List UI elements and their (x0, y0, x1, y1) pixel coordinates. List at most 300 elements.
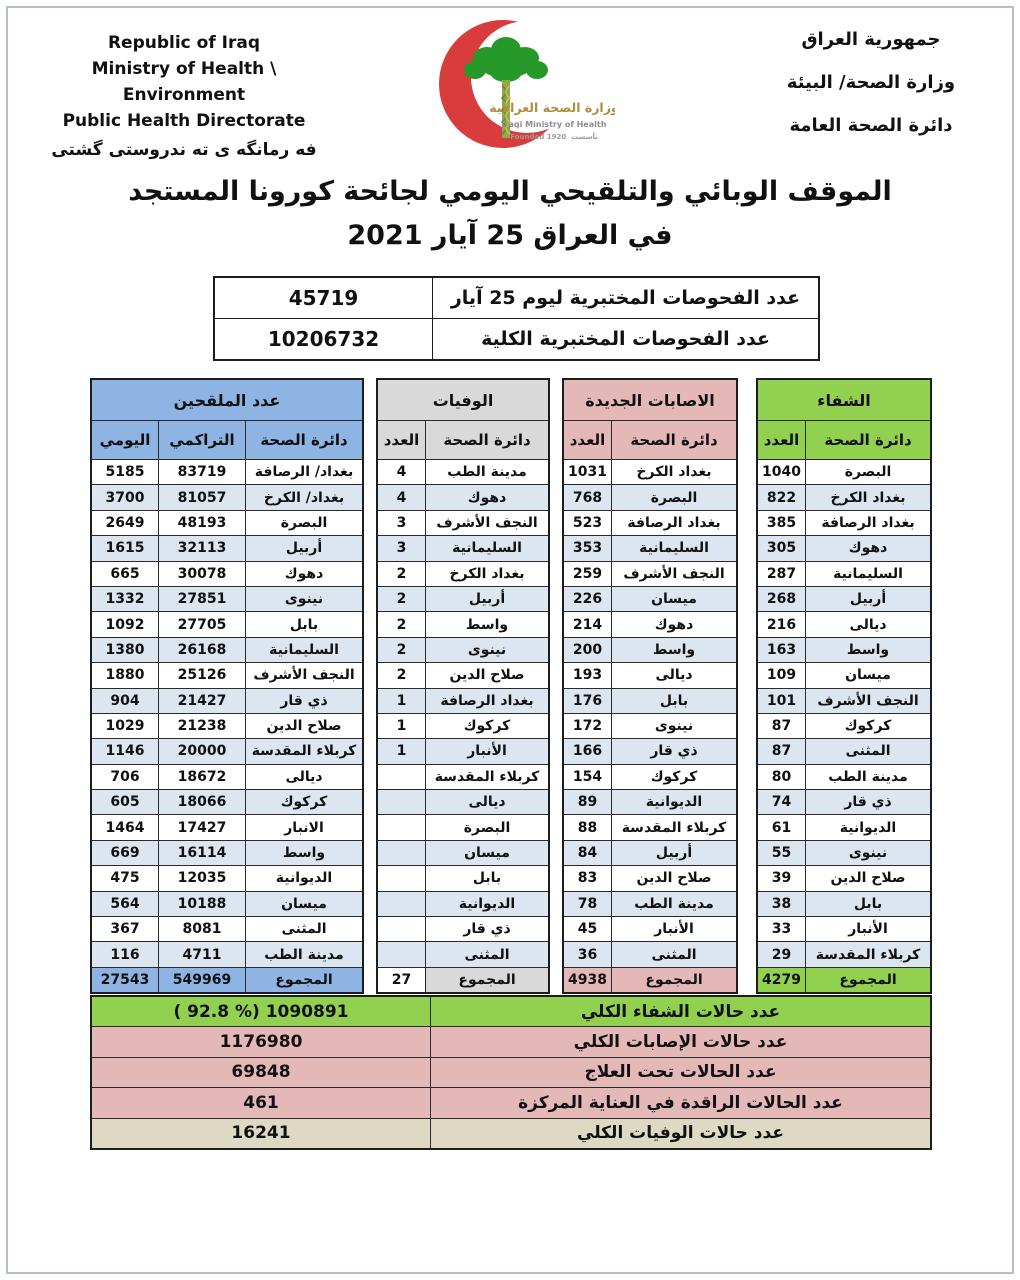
value-cell: 29 (771, 946, 792, 963)
table-row (564, 891, 736, 916)
column-header: دائرة الصحة (611, 421, 736, 459)
summary-value: ( 92.8 %) 1090891 (173, 1001, 349, 1022)
table-row (92, 738, 362, 763)
total-row (564, 967, 736, 992)
region-cell: دهوك (611, 612, 736, 636)
region-cell: كركوك (805, 714, 930, 738)
region-cell: كركوك (611, 765, 736, 789)
value-cell (378, 815, 425, 839)
region-cell: بغداد الرصافة (425, 689, 548, 713)
table-row (92, 611, 362, 636)
table-row (378, 611, 548, 636)
summary-label: عدد الحالات الراقدة في العناية المركزة (430, 1088, 930, 1117)
table-row (758, 764, 930, 789)
table-row (378, 662, 548, 687)
value-cell: 36 (577, 946, 598, 963)
table-row (758, 814, 930, 839)
table-title: عدد الملقحين (92, 380, 362, 420)
region-cell: ميسان (245, 892, 362, 916)
table-row (758, 662, 930, 687)
table-row (758, 865, 930, 890)
value-cell: 21238 (158, 714, 245, 738)
value-cell: 216 (766, 616, 797, 633)
region-cell: نينوى (245, 587, 362, 611)
summary-row-under-treatment (92, 1057, 930, 1087)
table-row (92, 637, 362, 662)
value-cell: 26168 (158, 638, 245, 662)
value-cell: 109 (766, 667, 797, 684)
table-row (564, 738, 736, 763)
region-cell: أربيل (245, 536, 362, 560)
table-title: الاصابات الجديدة (564, 380, 736, 420)
table-row (758, 484, 930, 509)
value-cell: 101 (766, 692, 797, 709)
daily-tests-row (215, 278, 818, 318)
table-row (378, 713, 548, 738)
summary-label: عدد حالات الإصابات الكلي (430, 1027, 930, 1056)
region-cell: الديوانية (245, 866, 362, 890)
header-ar-line2: وزارة الصحة/ البيئة (786, 72, 956, 93)
table-row (378, 484, 548, 509)
table-row (92, 459, 362, 484)
region-cell: الديوانية (805, 815, 930, 839)
table-row (758, 840, 930, 865)
value-cell: 33 (771, 921, 792, 938)
region-cell: أربيل (805, 587, 930, 611)
total-cell: 27543 (92, 968, 158, 992)
table-header-row (564, 420, 736, 459)
summary-row-total-deaths (92, 1118, 930, 1148)
value-cell (378, 765, 425, 789)
region-cell: الديوانية (611, 790, 736, 814)
region-cell: مدينة الطب (611, 892, 736, 916)
summary-row-total-cases (92, 1026, 930, 1056)
value-cell: 20000 (158, 739, 245, 763)
recovery-table (756, 378, 932, 994)
value-cell: 18672 (158, 765, 245, 789)
table-row (378, 789, 548, 814)
table-row (564, 459, 736, 484)
value-cell: 305 (766, 540, 797, 557)
value-cell: 3700 (105, 489, 145, 506)
table-row (378, 561, 548, 586)
region-cell: المثنى (425, 942, 548, 966)
column-header: دائرة الصحة (245, 421, 362, 459)
value-cell: 1040 (762, 464, 801, 481)
header-kurdish-line: فه رمانگه ی ته ندروستی گشتی (51, 140, 317, 160)
value-cell: 16114 (158, 841, 245, 865)
region-cell: دهوك (425, 485, 548, 509)
table-row (564, 840, 736, 865)
value-cell: 605 (110, 794, 140, 811)
table-row (758, 561, 930, 586)
region-cell: كركوك (425, 714, 548, 738)
table-row (564, 688, 736, 713)
table-row (758, 891, 930, 916)
value-cell: 163 (766, 641, 797, 658)
region-cell: كربلاء المقدسة (611, 815, 736, 839)
table-header-row (92, 420, 362, 459)
summary-table (90, 995, 932, 1150)
region-cell: بابل (425, 866, 548, 890)
value-cell: 2649 (105, 514, 145, 531)
total-cell: 549969 (158, 968, 245, 992)
deaths-table (376, 378, 550, 994)
table-row (564, 764, 736, 789)
value-cell: 88 (577, 819, 598, 836)
region-cell: واسط (425, 612, 548, 636)
table-row (564, 510, 736, 535)
region-cell: الديوانية (425, 892, 548, 916)
value-cell: 48193 (158, 511, 245, 535)
value-cell: 4 (396, 464, 407, 481)
value-cell: 2 (396, 616, 407, 633)
value-cell: 83 (577, 870, 598, 887)
logo-english-text: Iraqi Ministry of Health (501, 120, 607, 129)
total-cell: 4279 (758, 968, 805, 992)
header-en-line2: Ministry of Health \ Environment (91, 59, 277, 105)
region-cell: بغداد الكرخ (611, 460, 736, 484)
daily-tests-value: 45719 (215, 278, 433, 318)
value-cell: 1146 (105, 743, 145, 760)
table-row (92, 484, 362, 509)
value-cell: 39 (771, 870, 792, 887)
region-cell: أربيل (425, 587, 548, 611)
table-row (564, 789, 736, 814)
value-cell: 353 (572, 540, 603, 557)
table-row (378, 688, 548, 713)
value-cell: 1 (396, 743, 407, 760)
header-en-line3: Public Health Directorate (62, 111, 306, 131)
region-cell: نينوى (611, 714, 736, 738)
total-tests-label: عدد الفحوصات المختبرية الكلية (481, 328, 770, 350)
region-cell: دهوك (805, 536, 930, 560)
summary-label: عدد حالات الوفيات الكلي (430, 1119, 930, 1148)
region-cell: بابل (245, 612, 362, 636)
region-cell: نينوى (805, 841, 930, 865)
region-cell: صلاح الدين (425, 663, 548, 687)
summary-row-recovered (92, 997, 930, 1026)
table-row (92, 561, 362, 586)
table-row (92, 510, 362, 535)
table-row (92, 840, 362, 865)
region-cell: النجف الأشرف (425, 511, 548, 535)
table-row (564, 637, 736, 662)
value-cell: 904 (110, 692, 140, 709)
region-cell: مدينة الطب (425, 460, 548, 484)
value-cell: 89 (577, 794, 598, 811)
table-row (92, 814, 362, 839)
region-cell: كربلاء المقدسة (805, 942, 930, 966)
table-row (564, 916, 736, 941)
table-row (378, 637, 548, 662)
table-row (92, 891, 362, 916)
table-row (758, 637, 930, 662)
value-cell: 2 (396, 641, 407, 658)
value-cell: 2 (396, 667, 407, 684)
value-cell: 30078 (158, 562, 245, 586)
column-header: دائرة الصحة (805, 421, 930, 459)
region-cell: السليمانية (425, 536, 548, 560)
region-cell: ميسان (425, 841, 548, 865)
value-cell: 84 (577, 845, 598, 862)
region-cell: ذي قار (611, 739, 736, 763)
table-row (92, 916, 362, 941)
region-cell: المثنى (611, 942, 736, 966)
total-row (92, 967, 362, 992)
table-row (92, 941, 362, 966)
table-row (758, 941, 930, 966)
region-cell: ديالى (611, 663, 736, 687)
value-cell: 706 (110, 768, 140, 785)
table-row (378, 865, 548, 890)
region-cell: المثنى (805, 739, 930, 763)
value-cell: 1 (396, 718, 407, 735)
value-cell (378, 790, 425, 814)
region-cell: واسط (245, 841, 362, 865)
region-cell: السليمانية (805, 562, 930, 586)
table-row (92, 586, 362, 611)
table-row (378, 891, 548, 916)
table-row (564, 484, 736, 509)
value-cell: 226 (572, 591, 603, 608)
table-row (378, 941, 548, 966)
value-cell: 74 (771, 794, 792, 811)
column-header: العدد (758, 421, 805, 459)
table-row (758, 789, 930, 814)
summary-value: 16241 (231, 1123, 291, 1144)
table-row (758, 535, 930, 560)
region-cell: ديالى (425, 790, 548, 814)
value-cell (378, 917, 425, 941)
region-cell: السليمانية (611, 536, 736, 560)
column-header: العدد (564, 421, 611, 459)
value-cell: 83719 (158, 460, 245, 484)
value-cell: 2 (396, 565, 407, 582)
table-row (378, 510, 548, 535)
total-tests-value: 10206732 (215, 319, 433, 359)
total-cell: المجموع (425, 968, 548, 992)
header-ar-line3: دائرة الصحة العامة (789, 115, 953, 136)
table-row (564, 814, 736, 839)
table-row (758, 459, 930, 484)
table-row (758, 713, 930, 738)
value-cell: 259 (572, 565, 603, 582)
vaccinated-table (90, 378, 364, 994)
value-cell: 1031 (568, 464, 607, 481)
region-cell: البصرة (611, 485, 736, 509)
value-cell: 1 (396, 692, 407, 709)
region-cell: المثنى (245, 917, 362, 941)
value-cell: 665 (110, 565, 140, 582)
value-cell: 385 (766, 514, 797, 531)
header-arabic-block (742, 28, 1000, 157)
value-cell: 27705 (158, 612, 245, 636)
value-cell: 166 (572, 743, 603, 760)
value-cell: 1092 (105, 616, 145, 633)
region-cell: كركوك (245, 790, 362, 814)
region-cell: ذي قار (425, 917, 548, 941)
value-cell: 1380 (105, 641, 145, 658)
value-cell: 287 (766, 565, 797, 582)
region-cell: ذي قار (245, 689, 362, 713)
table-row (758, 738, 930, 763)
region-cell: النجف الأشرف (245, 663, 362, 687)
value-cell: 1880 (105, 667, 145, 684)
region-cell: بغداد الكرخ (425, 562, 548, 586)
value-cell: 214 (572, 616, 603, 633)
value-cell: 172 (572, 718, 603, 735)
value-cell: 4 (396, 489, 407, 506)
value-cell: 25126 (158, 663, 245, 687)
table-row (92, 688, 362, 713)
region-cell: الأنبار (425, 739, 548, 763)
value-cell: 116 (110, 946, 140, 963)
ministry-of-health-logo (413, 8, 615, 160)
value-cell: 523 (572, 514, 603, 531)
value-cell: 18066 (158, 790, 245, 814)
report-title-line1: الموقف الوبائي والتلقيحي اليومي لجائحة كورونا المستجد (128, 176, 892, 207)
value-cell: 475 (110, 870, 140, 887)
new-infections-table (562, 378, 738, 994)
value-cell: 38 (771, 895, 792, 912)
summary-row-icu (92, 1087, 930, 1117)
summary-value: 69848 (231, 1062, 291, 1083)
summary-label: عدد الحالات تحت العلاج (430, 1058, 930, 1087)
table-row (564, 941, 736, 966)
region-cell: صلاح الدين (245, 714, 362, 738)
value-cell: 564 (110, 895, 140, 912)
region-cell: واسط (805, 638, 930, 662)
header-en-line1: Republic of Iraq (107, 33, 261, 53)
value-cell: 55 (771, 845, 792, 862)
value-cell: 27851 (158, 587, 245, 611)
table-row (378, 586, 548, 611)
region-cell: أربيل (611, 841, 736, 865)
region-cell: مدينة الطب (245, 942, 362, 966)
value-cell: 3 (396, 540, 407, 557)
table-row (564, 611, 736, 636)
table-row (564, 586, 736, 611)
region-cell: البصرة (425, 815, 548, 839)
region-cell: دهوك (245, 562, 362, 586)
value-cell: 87 (771, 718, 792, 735)
total-cell: المجموع (611, 968, 736, 992)
value-cell: 669 (110, 845, 140, 862)
column-header: اليومي (92, 421, 158, 459)
value-cell: 81057 (158, 485, 245, 509)
table-row (378, 916, 548, 941)
region-cell: صلاح الدين (805, 866, 930, 890)
table-header-row (378, 420, 548, 459)
table-row (378, 814, 548, 839)
region-cell: ميسان (611, 587, 736, 611)
table-title: الوفيات (378, 380, 548, 420)
region-cell: كربلاء المقدسة (245, 739, 362, 763)
region-cell: بغداد الرصافة (805, 511, 930, 535)
table-row (92, 713, 362, 738)
region-cell: ذي قار (805, 790, 930, 814)
total-row (378, 967, 548, 992)
table-row (92, 865, 362, 890)
value-cell: 1332 (105, 591, 145, 608)
table-row (758, 586, 930, 611)
table-row (92, 764, 362, 789)
value-cell: 1464 (105, 819, 145, 836)
column-header: التراكمي (158, 421, 245, 459)
value-cell: 1029 (105, 718, 145, 735)
table-row (564, 713, 736, 738)
table-row (564, 561, 736, 586)
summary-value: 461 (243, 1092, 279, 1113)
value-cell: 4711 (158, 942, 245, 966)
value-cell: 3 (396, 514, 407, 531)
region-cell: صلاح الدين (611, 866, 736, 890)
total-tests-row (215, 318, 818, 359)
value-cell: 78 (577, 895, 598, 912)
value-cell: 80 (771, 768, 792, 785)
value-cell (378, 866, 425, 890)
value-cell: 87 (771, 743, 792, 760)
region-cell: مدينة الطب (805, 765, 930, 789)
region-cell: بغداد الرصافة (611, 511, 736, 535)
value-cell: 176 (572, 692, 603, 709)
value-cell: 1615 (105, 540, 145, 557)
region-cell: النجف الأشرف (805, 689, 930, 713)
value-cell: 367 (110, 921, 140, 938)
value-cell: 61 (771, 819, 792, 836)
region-cell: بغداد الكرخ (805, 485, 930, 509)
table-row (378, 764, 548, 789)
summary-value: 1176980 (219, 1032, 303, 1053)
report-title-line2: في العراق 25 آيار 2021 (347, 220, 673, 251)
table-row (758, 510, 930, 535)
total-cell: 27 (391, 972, 412, 988)
value-cell (378, 892, 425, 916)
region-cell: ديالى (805, 612, 930, 636)
table-row (758, 688, 930, 713)
crescent-tree-logo-icon (413, 8, 615, 160)
region-cell: الانبار (245, 815, 362, 839)
table-row (564, 662, 736, 687)
value-cell: 200 (572, 641, 603, 658)
region-cell: السليمانية (245, 638, 362, 662)
region-cell: بغداد/ الرصافة (245, 460, 362, 484)
region-cell: واسط (611, 638, 736, 662)
value-cell: 768 (572, 489, 603, 506)
daily-tests-label: عدد الفحوصات المختبرية ليوم 25 آيار (450, 287, 801, 309)
header-ar-line1: جمهورية العراق (801, 29, 941, 50)
table-row (564, 865, 736, 890)
lab-tests-table (213, 276, 820, 361)
region-cell: بغداد/ الكرخ (245, 485, 362, 509)
table-row (378, 840, 548, 865)
value-cell: 17427 (158, 815, 245, 839)
value-cell: 10188 (158, 892, 245, 916)
region-cell: نينوى (425, 638, 548, 662)
region-cell: بابل (611, 689, 736, 713)
table-title: الشفاء (758, 380, 930, 420)
region-cell: النجف الأشرف (611, 562, 736, 586)
total-cell: المجموع (245, 968, 362, 992)
summary-label: عدد حالات الشفاء الكلي (430, 997, 930, 1026)
logo-arabic-text: وزارة الصحة العراقية (489, 100, 615, 115)
total-cell: المجموع (805, 968, 930, 992)
total-row (758, 967, 930, 992)
header-english-block (28, 30, 340, 163)
value-cell (378, 841, 425, 865)
value-cell: 21427 (158, 689, 245, 713)
